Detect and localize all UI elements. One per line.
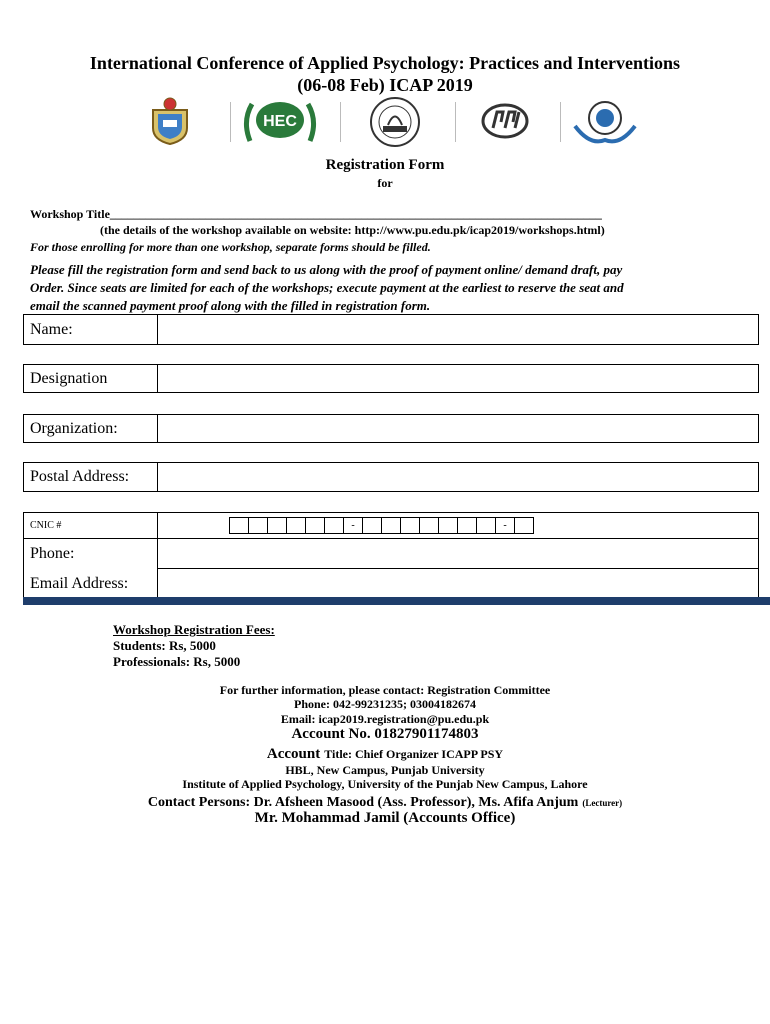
cnic-input-cells [230, 517, 534, 534]
email-field[interactable] [158, 569, 758, 599]
cnic-digit-cell[interactable] [362, 517, 382, 534]
designation-row [23, 364, 759, 393]
ppf-logo [475, 96, 535, 146]
cnic-separator-cell: - [343, 517, 363, 534]
hec-logo [240, 96, 320, 146]
contact-info: For further information, please contact: Registration Committee [219, 683, 551, 697]
instructions-line: Order. Since seats are limited for each of the workshops; execute payment at the earliest to reserve the seat and [30, 280, 624, 295]
workshop-title-line[interactable]: Workshop Title__________________________________________________________________________________ [30, 207, 602, 221]
conference-subtitle: (06-08 Feb) ICAP 2019 [297, 75, 473, 95]
organization-label: Organization: [24, 415, 158, 442]
cnic-digit-cell[interactable] [381, 517, 401, 534]
contact-email: Email: icap2019.registration@pu.edu.pk [280, 712, 490, 726]
name-field[interactable] [158, 315, 758, 344]
logo-separator [455, 102, 456, 142]
organization-field[interactable] [158, 415, 758, 442]
cnic-digit-cell[interactable] [438, 517, 458, 534]
cnic-digit-cell[interactable] [476, 517, 496, 534]
contact-persons [0, 793, 770, 811]
phone-field[interactable] [158, 539, 758, 569]
email-label: Email Address: [24, 569, 158, 599]
accounts-contact: Mr. Mohammad Jamil (Accounts Office) [254, 810, 516, 826]
psychology-association-logo [570, 96, 640, 148]
account-title [0, 745, 770, 763]
name-row [23, 314, 759, 345]
contact-phone: Phone: 042-99231235; 03004182674 [294, 697, 476, 711]
conference-title: International Conference of Applied Psychology: Practices and Interventions [89, 53, 681, 73]
university-crest-logo [145, 96, 195, 146]
cnic-separator-cell: - [495, 517, 515, 534]
phone-label: Phone: [24, 539, 158, 569]
fees-heading: Workshop Registration Fees: [113, 622, 275, 637]
name-label: Name: [24, 315, 158, 344]
cnic-digit-cell[interactable] [419, 517, 439, 534]
instructions-line: email the scanned payment proof along with the filled in registration form. [30, 298, 431, 313]
fees-students: Students: Rs, 5000 [113, 638, 216, 653]
instructions-line: Please fill the registration form and send back to us along with the proof of payment online/ demand draft, pay [30, 262, 623, 277]
logo-separator [340, 102, 341, 142]
cnic-digit-cell[interactable] [229, 517, 249, 534]
cnic-digit-cell[interactable] [248, 517, 268, 534]
svg-text:HEC: HEC [263, 113, 297, 130]
postal-address-row [23, 462, 759, 492]
government-of-punjab-seal-logo [350, 96, 440, 148]
fees-professionals: Professionals: Rs, 5000 [113, 654, 241, 669]
account-number: Account No. 01827901174803 [291, 726, 479, 742]
cnic-label: CNIC # [24, 513, 158, 539]
account-title-prefix: Account [266, 746, 321, 762]
cnic-digit-cell[interactable] [305, 517, 325, 534]
institute-address: Institute of Applied Psychology, University of the Punjab New Campus, Lahore [182, 777, 588, 791]
contact-persons-lecturer: (Lecturer) [582, 798, 623, 808]
workshop-details: (the details of the workshop available on website: http://www.pu.edu.pk/icap2019/workshops.html) [100, 223, 605, 237]
logo-separator [560, 102, 561, 142]
account-title-value: Title: Chief Organizer ICAPP PSY [324, 747, 504, 761]
cnic-digit-cell[interactable] [267, 517, 287, 534]
cnic-digit-cell[interactable] [324, 517, 344, 534]
designation-label: Designation [24, 365, 158, 392]
organization-row [23, 414, 759, 443]
cnic-digit-cell[interactable] [457, 517, 477, 534]
cnic-digit-cell[interactable] [514, 517, 534, 534]
postal-address-field[interactable] [158, 463, 758, 491]
postal-address-label: Postal Address: [24, 463, 158, 491]
logo-separator [230, 102, 231, 142]
designation-field[interactable] [158, 365, 758, 392]
contact-persons-names: Contact Persons: Dr. Afsheen Masood (Ass. Professor), Ms. Afifa Anjum [147, 795, 579, 810]
logo-strip [140, 96, 640, 151]
multi-workshop-note: For those enrolling for more than one workshop, separate forms should be filled. [30, 240, 431, 254]
cnic-digit-cell[interactable] [400, 517, 420, 534]
bank-branch: HBL, New Campus, Punjab University [285, 763, 485, 777]
form-title: Registration Form [325, 157, 445, 173]
cnic-digit-cell[interactable] [286, 517, 306, 534]
section-divider-bar [23, 597, 770, 605]
form-subtitle: for [377, 176, 393, 190]
